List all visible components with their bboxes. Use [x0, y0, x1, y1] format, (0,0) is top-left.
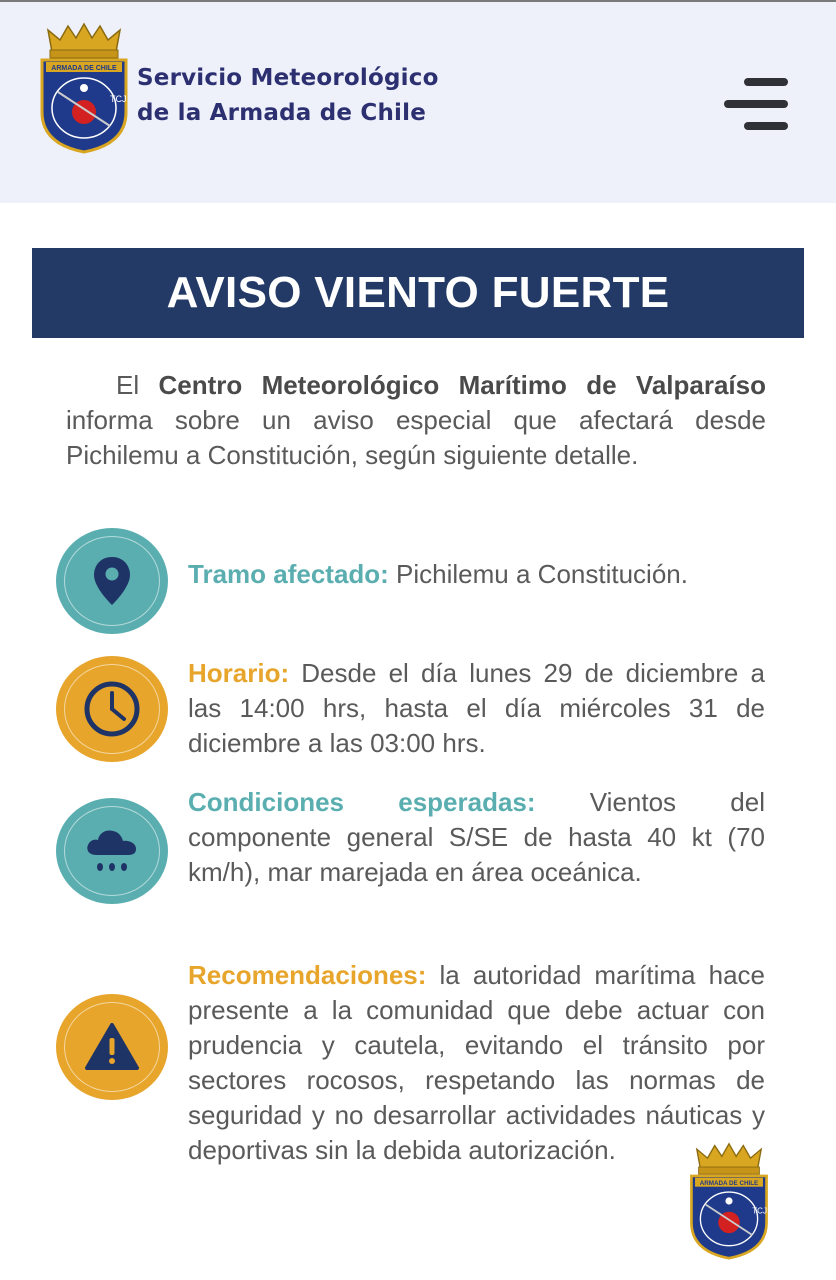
intro-prefix: El [116, 370, 159, 400]
alert-banner [32, 248, 804, 338]
svg-text:ARMADA DE CHILE: ARMADA DE CHILE [699, 1179, 759, 1187]
armada-logo-bottom [686, 1142, 772, 1260]
recommendations-label: Recomendaciones: [188, 960, 427, 990]
schedule-text [188, 656, 765, 761]
schedule-value: Desde el día lunes 29 de diciembre a las 14:00 hrs, hasta el día miércoles 31 de diciembre a las 03:00 hrs. [188, 658, 765, 758]
svg-text:TCJ: TCJ [110, 94, 127, 104]
affected-segment-value: Pichilemu a Constitución. [388, 559, 688, 589]
location-pin-icon [56, 528, 168, 634]
intro-center-name: Centro Meteorológico Marítimo de Valparaíso [158, 370, 766, 400]
affected-segment-label: Tramo afectado: [188, 559, 389, 589]
conditions-label: Condiciones esperadas: [188, 787, 536, 817]
recommendations-text [188, 958, 765, 1168]
affected-segment-text [188, 557, 765, 592]
svg-text:TCJ: TCJ [752, 1206, 767, 1216]
armada-logo[interactable] [38, 22, 130, 154]
hamburger-menu-icon[interactable] [722, 78, 790, 132]
site-header [0, 0, 836, 203]
clock-icon [56, 656, 168, 762]
site-title-line2: de la Armada de Chile [137, 100, 426, 126]
rain-cloud-icon [56, 798, 168, 904]
conditions-text [188, 785, 765, 890]
svg-text:ARMADA DE CHILE: ARMADA DE CHILE [51, 65, 117, 72]
alert-title: AVISO VIENTO FUERTE [166, 268, 670, 317]
warning-icon [56, 994, 168, 1100]
site-title-line1: Servicio Meteorológico [137, 65, 439, 91]
site-title [137, 61, 439, 131]
conditions-value: Vientos del componente general S/SE de hasta 40 kt (70 km/h), mar marejada en área oceánica. [188, 787, 765, 887]
intro-rest: informa sobre un aviso especial que afectará desde Pichilemu a Constitución, según siguiente detalle. [66, 405, 766, 470]
recommendations-value: la autoridad marítima hace presente a la comunidad que debe actuar con prudencia y cautela, evitando el tránsito por sectores rocosos, respetando las normas de seguridad y no desarrollar actividades náuticas y deportivas sin la debida autorización. [188, 960, 765, 1165]
schedule-label: Horario: [188, 658, 290, 688]
intro-paragraph [66, 368, 766, 473]
